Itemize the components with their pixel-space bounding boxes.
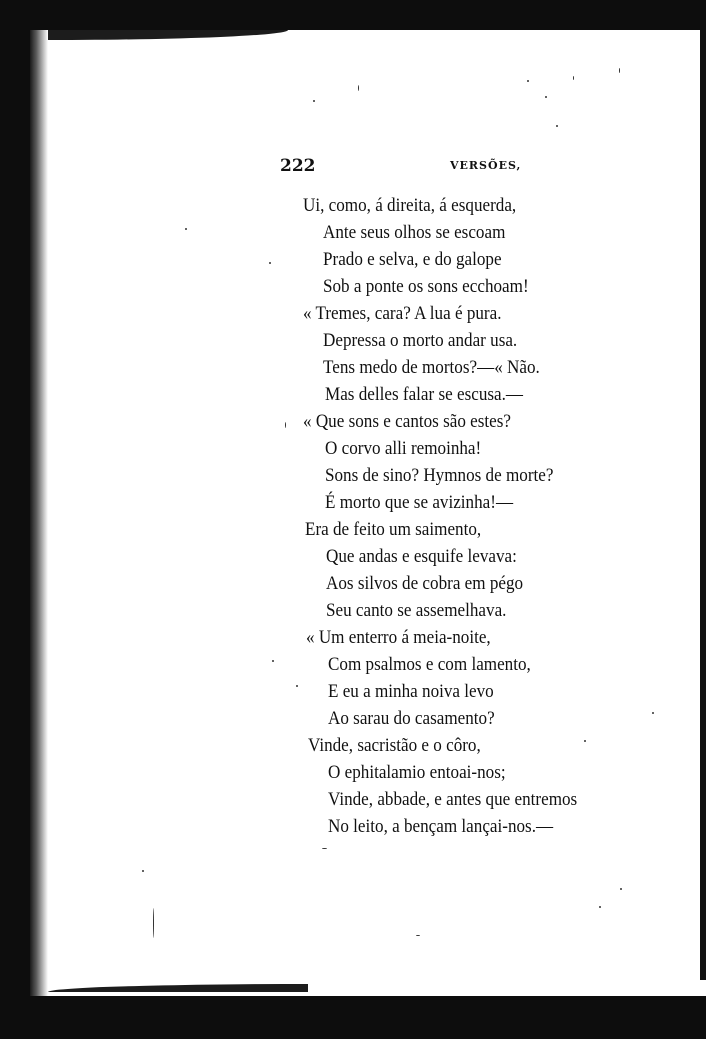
poem-line: Vinde, sacristão e o côro, bbox=[308, 735, 481, 756]
poem-line: O corvo alli remoinha! bbox=[325, 438, 482, 459]
poem-line: Prado e selva, e do galope bbox=[323, 249, 502, 270]
scan-speck bbox=[573, 76, 574, 80]
scan-speck bbox=[185, 228, 187, 230]
poem-line: É morto que se avizinha!— bbox=[325, 492, 514, 513]
poem-line: Ao sarau do casamento? bbox=[328, 708, 495, 729]
scan-speck bbox=[416, 935, 420, 936]
poem-line: Sob a ponte os sons ecchoam! bbox=[323, 276, 529, 297]
poem-line: Vinde, abbade, e antes que entremos bbox=[328, 789, 578, 810]
scan-speck bbox=[285, 422, 286, 428]
running-head: VERSÕES, bbox=[450, 159, 522, 172]
scan-speck bbox=[322, 848, 327, 849]
poem-line: Era de feito um saimento, bbox=[305, 519, 482, 540]
poem-line: Depressa o morto andar usa. bbox=[323, 330, 518, 351]
scan-speck bbox=[619, 68, 620, 73]
poem-line: Que andas e esquife levava: bbox=[326, 546, 517, 567]
poem-body bbox=[0, 193, 706, 853]
scan-speck bbox=[296, 685, 298, 687]
scan-speck bbox=[556, 125, 558, 127]
poem-line: Com psalmos e com lamento, bbox=[328, 654, 531, 675]
poem-line: E eu a minha noiva levo bbox=[328, 681, 494, 702]
scan-speck bbox=[620, 888, 622, 890]
scan-speck bbox=[599, 906, 601, 908]
poem-line: Ui, como, á direita, á esquerda, bbox=[303, 195, 517, 216]
scan-speck bbox=[272, 660, 274, 662]
scan-speck bbox=[142, 870, 144, 872]
poem-line: Ante seus olhos se escoam bbox=[323, 222, 506, 243]
scan-speck bbox=[584, 740, 586, 742]
scan-speck bbox=[527, 80, 529, 82]
poem-line: O ephitalamio entoai-nos; bbox=[328, 762, 506, 783]
scan-speck bbox=[313, 100, 315, 102]
scan-speck bbox=[358, 85, 359, 91]
page-header bbox=[280, 156, 540, 176]
poem-line: « Um enterro á meia-noite, bbox=[306, 627, 491, 648]
poem-line: Aos silvos de cobra em pégo bbox=[326, 573, 524, 594]
scan-speck bbox=[269, 262, 271, 264]
scan-speck bbox=[153, 908, 154, 938]
poem-line: Tens medo de mortos?—« Não. bbox=[323, 357, 540, 378]
poem-line: Sons de sino? Hymnos de morte? bbox=[325, 465, 554, 486]
poem-line: « Que sons e cantos são estes? bbox=[303, 411, 511, 432]
poem-line: Mas delles falar se escusa.— bbox=[325, 384, 524, 405]
poem-line: « Tremes, cara? A lua é pura. bbox=[303, 303, 502, 324]
poem-line: No leito, a bençam lançai-nos.— bbox=[328, 816, 554, 837]
page-number: 222 bbox=[280, 156, 316, 176]
poem-line: Seu canto se assemelhava. bbox=[326, 600, 507, 621]
scan-speck bbox=[652, 712, 654, 714]
scan-speck bbox=[545, 96, 547, 98]
